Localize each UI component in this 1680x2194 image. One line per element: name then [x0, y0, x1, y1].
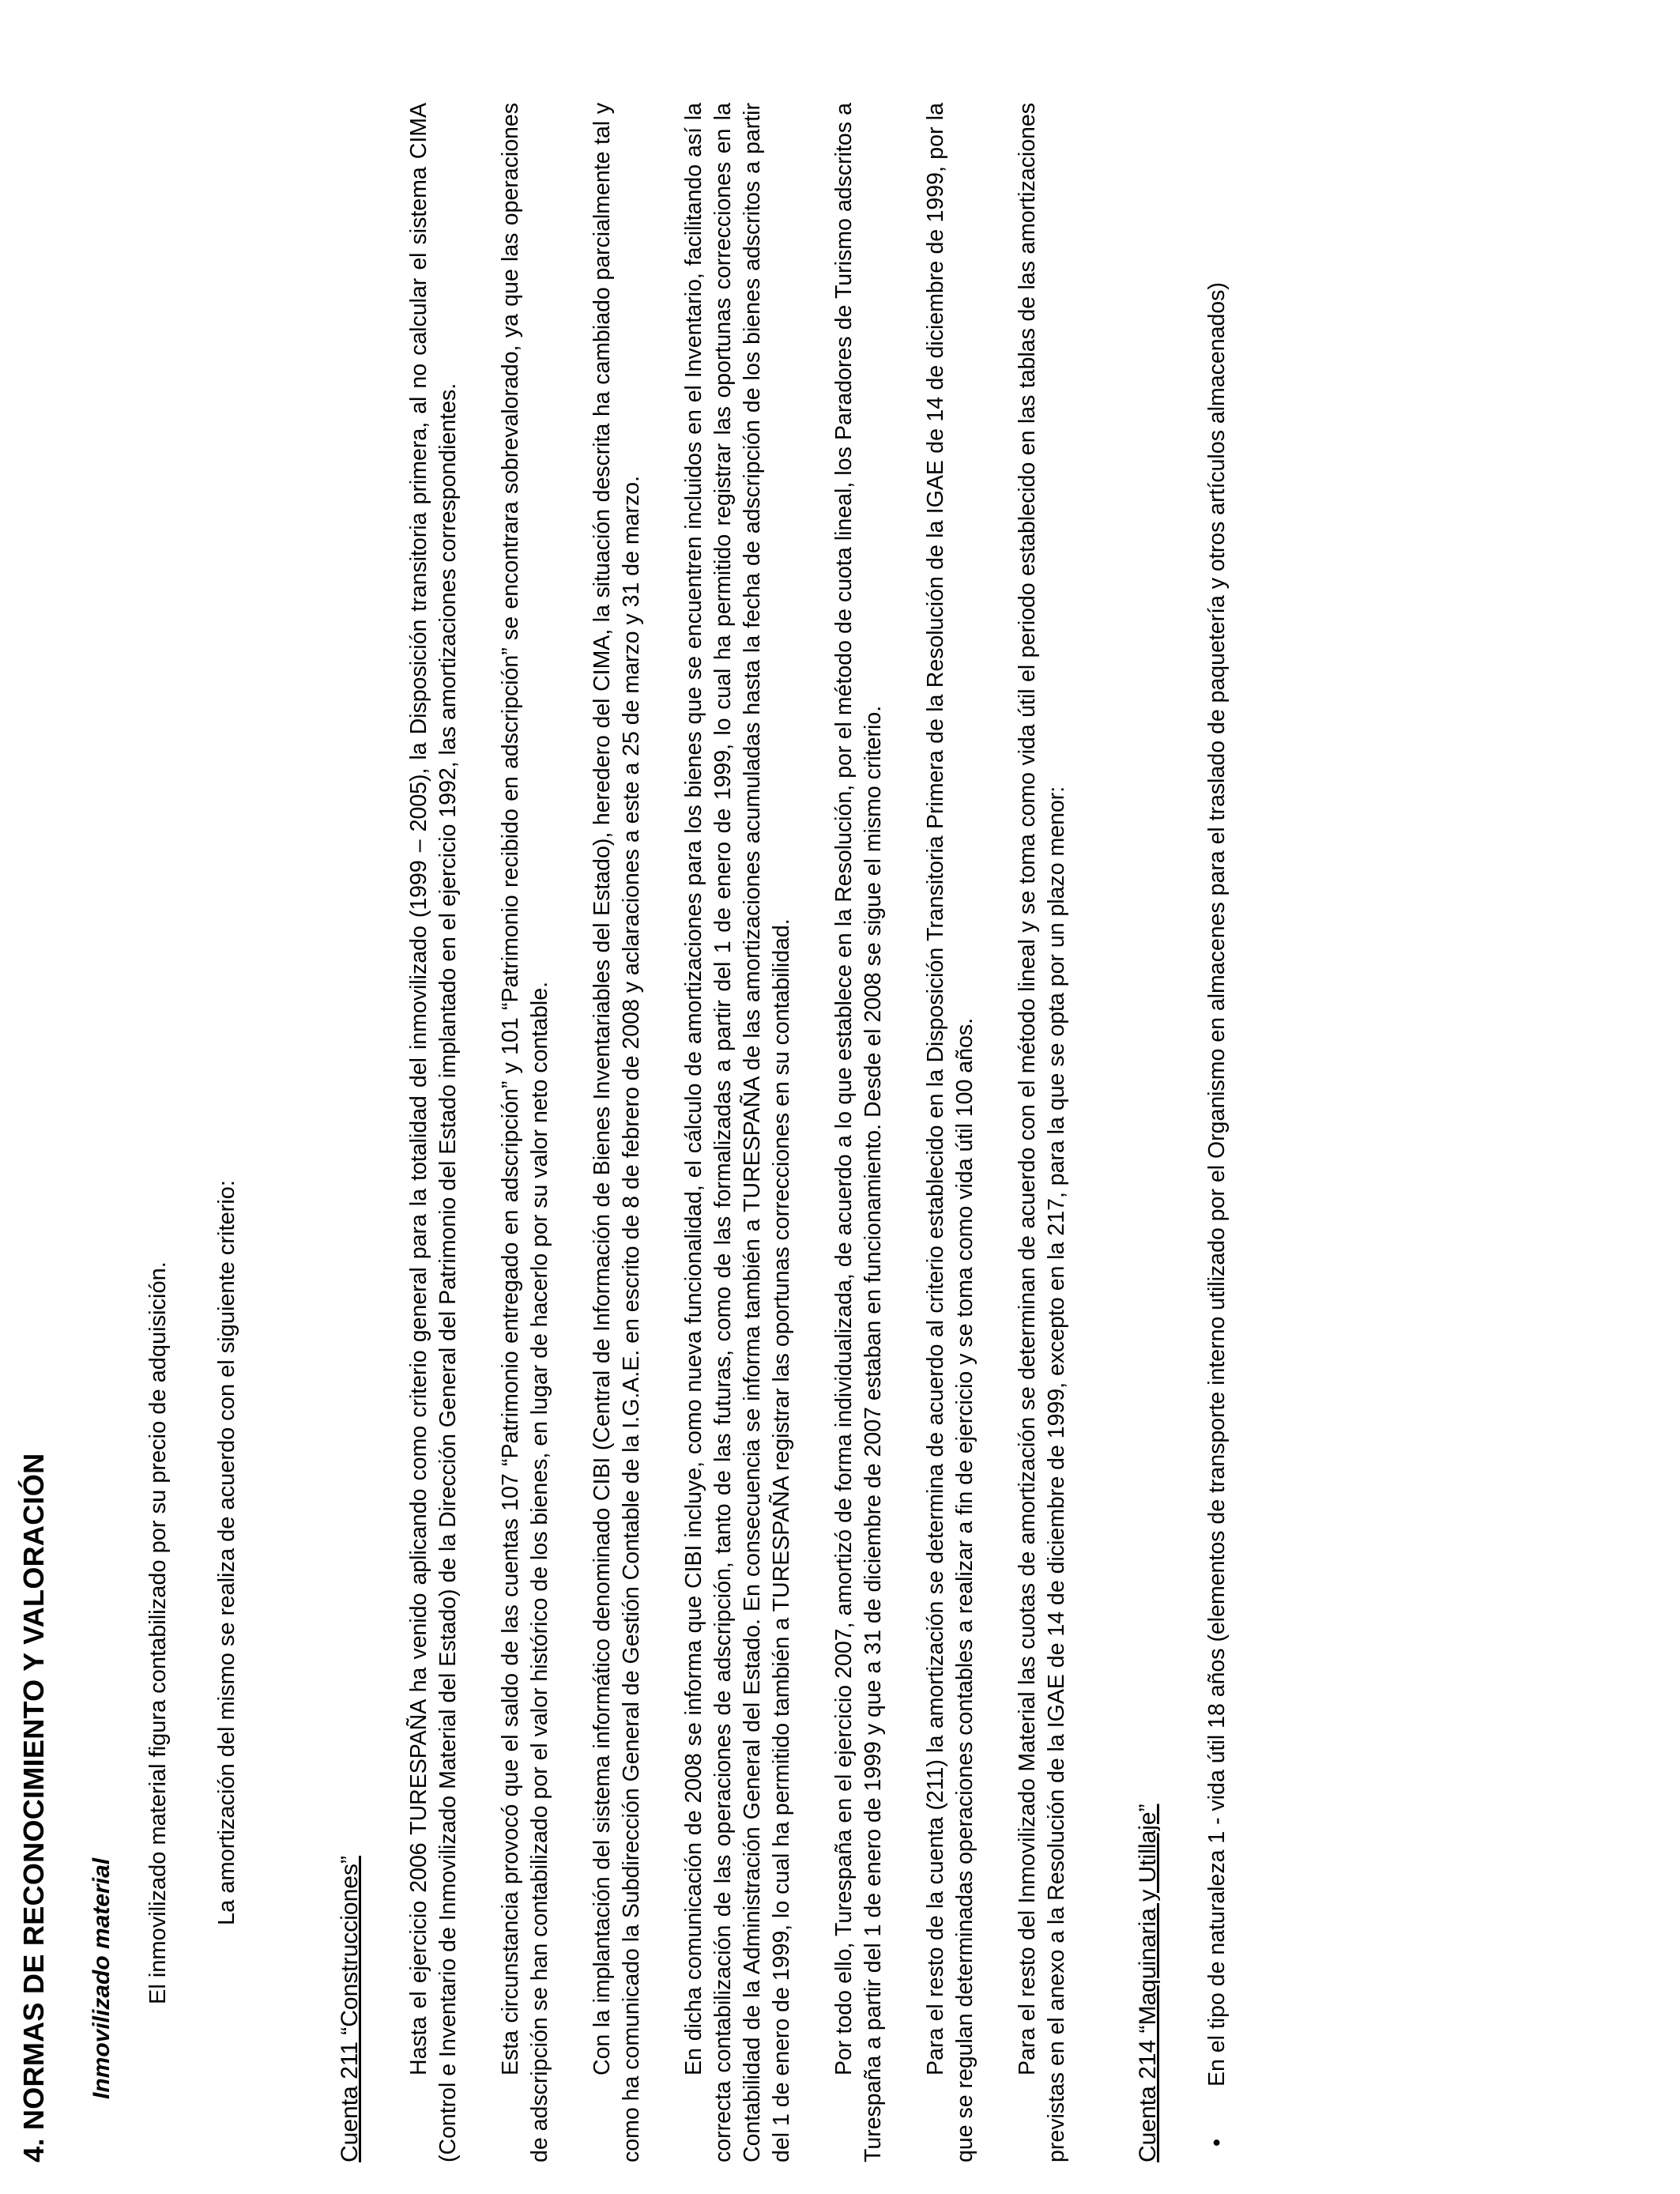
intro-line-2: La amortización del mismo se realiza de acuerdo con el siguiente criterio:: [214, 1180, 239, 1925]
list-item-text: En el tipo de naturaleza 1 - vida útil 18 años (elementos de transporte interno utilizado por el Organismo en almacenes para el traslado de paquetería y otros artículos almacenados): [1204, 282, 1230, 2087]
paragraph: En dicha comunicación de 2008 se informa que CIBI incluye, como nueva funcionalidad, el cálculo de amortizaciones para los bienes que se encuentren incluidos en el Inventario, facilitando así la correcta contabilización de las operaciones de adscripción, tanto de las futuras, como de las formalizadas a partir del 1 de enero de 1999, lo cual ha permitido registrar las oportunas correcciones en la Contabilidad de la Administración General del Estado. En consecuencia se informa también a TURESPAÑA de las amortizaciones acumuladas hasta la fecha de adscripción de los bienes adscritos a partir del 1 de enero de 1999, lo cual ha permitido también a TURESPAÑA registrar las oportunas correcciones en su contabilidad.: [681, 103, 794, 2162]
bullet-icon: •: [1204, 2139, 1230, 2147]
paragraph: Para el resto de la cuenta (211) la amortización se determina de acuerdo al criterio establecido en la Disposición Transitoria Primera de la Resolución de la IGAE de 14 de diciembre de 1999, por la que se regulan determinadas operaciones contables a realizar a fin de ejercicio y se toma como vida útil 100 años.: [923, 103, 977, 2162]
list-item: [1203, 103, 1232, 2162]
intro-line-1: El inmovilizado material figura contabilizado por su precio de adquisición.: [145, 1261, 171, 2004]
section-subtitle: Inmovilizado material: [89, 1857, 115, 2099]
section-heading-maquinaria: Cuenta 214 “Maquinaria y Utillaje”: [1135, 1804, 1161, 2162]
page-title: 4. NORMAS DE RECONOCIMIENTO Y VALORACIÓN: [17, 1453, 50, 2162]
paragraph: Para el resto del Inmovilizado Material las cuotas de amortización se determinan de acuerdo con el método lineal y se toma como vida útil el periodo establecido en las tablas de las amortizaciones previstas en el anexo a la Resolución de la IGAE de 14 de diciembre de 1999, excepto en la 217, para la que se opta por un plazo menor:: [1015, 103, 1069, 2162]
paragraph: Hasta el ejercicio 2006 TURESPAÑA ha venido aplicando como criterio general para la totalidad del inmovilizado (1999 – 2005), la Disposición transitoria primera, al no calcular el sistema CIMA (Control e Inventario de Inmovilizado Material del Estado) de la Dirección General del Patrimonio del Estado implantado en el ejercicio 1992, las amortizaciones correspondientes.: [406, 103, 461, 2162]
paragraph: Por todo ello, Turespaña en el ejercicio 2007, amortizó de forma individualizada, de acuerdo a lo que establece en la Resolución, por el método de cuota lineal, los Paradores de Turismo adscritos a Turespaña a partir del 1 de enero de 1999 y que a 31 de diciembre de 2007 estaban en funcionamiento. Desde el 2008 se sigue el mismo criterio.: [831, 103, 886, 2162]
paragraph: Con la implantación del sistema informático denominado CIBI (Central de Información de Bienes Inventariables del Estado), heredero del CIMA, la situación descrita ha cambiado parcialmente tal y como ha comunicado la Subdirección General de Gestión Contable de la I.G.A.E. en escrito de 8 de febrero de 2008 y aclaraciones a este a 25 de marzo y 31 de marzo.: [590, 103, 644, 2162]
paragraph: Esta circunstancia provocó que el saldo de las cuentas 107 “Patrimonio entregado en adscripción” y 101 “Patrimonio recibido en adscripción” se encontrara sobrevalorado, ya que las operaciones de adscripción se han contabilizado por el valor histórico de los bienes, en lugar de hacerlo por su valor neto contable.: [498, 103, 552, 2162]
section-heading-construcciones: Cuenta 211 “Construcciones”: [337, 1856, 363, 2162]
